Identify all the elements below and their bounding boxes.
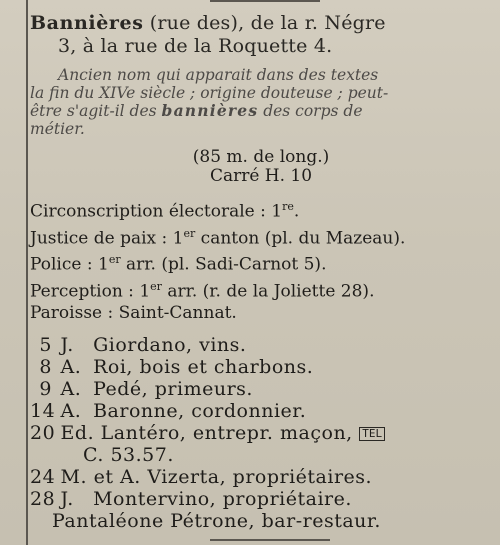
house-number: 24 — [30, 465, 56, 488]
resident-text: Giordano, vins. — [93, 333, 247, 356]
resident-text: Baronne, cordonnier. — [93, 399, 307, 422]
row-sup: er — [183, 226, 196, 240]
administrative-info — [30, 196, 492, 324]
row-tail: arr. (r. de la Joliette 28). — [161, 281, 375, 302]
resident-text: Roi, bois et charbons. — [93, 355, 314, 378]
resident-list — [30, 334, 492, 532]
note-line-2: la fin du XIVe siècle ; origine douteuse ; peut- — [30, 84, 389, 102]
list-item — [30, 422, 492, 444]
directory-entry — [30, 12, 492, 532]
row-label: Justice de paix : — [30, 228, 173, 249]
telephone-icon: TEL — [359, 427, 385, 441]
row-sup: er — [150, 279, 162, 293]
resident-text: Pedé, primeurs. — [93, 377, 253, 400]
note-line-3 — [30, 102, 492, 120]
paroisse-row — [30, 303, 492, 324]
row-sup: re — [282, 200, 294, 213]
row-value: 1 — [172, 228, 184, 249]
street-heading — [30, 12, 492, 58]
resident-text: Lantéro, entrepr. maçon, — [100, 421, 353, 444]
row-label: Circonscription électorale : — [30, 201, 272, 222]
row-tail: Saint-Cannat. — [118, 302, 237, 323]
row-tail: canton (pl. du Mazeau). — [195, 228, 406, 249]
police-row — [30, 249, 492, 276]
note-line-1: Ancien nom qui apparait dans des textes — [58, 66, 379, 84]
house-number: 8 — [39, 355, 52, 378]
list-item — [30, 466, 492, 488]
note-emphasis: bannières — [161, 101, 259, 120]
map-square: Carré H. 10 — [209, 166, 313, 186]
initial: J. — [60, 333, 74, 356]
house-number: 20 — [30, 421, 56, 444]
row-tail: arr. (pl. Sadi-Carnot 5). — [120, 254, 327, 275]
circonscription-row — [30, 196, 492, 223]
row-value: 1 — [271, 201, 283, 222]
left-rule — [26, 0, 28, 545]
row-label: Paroisse : — [30, 302, 119, 323]
note-text: des corps de — [258, 102, 363, 120]
heading-line-1 — [30, 12, 492, 35]
note-text: être s'agit-il des — [30, 102, 162, 120]
list-item-continuation: C. 53.57. — [83, 443, 174, 466]
row-tail: . — [293, 201, 300, 222]
initial: A. — [60, 399, 82, 422]
house-number: 5 — [39, 333, 52, 356]
list-item — [30, 334, 492, 356]
initial: J. — [60, 487, 74, 510]
justice-row — [30, 223, 492, 250]
house-number: 14 — [30, 399, 56, 422]
house-number: 28 — [30, 487, 56, 510]
list-item — [30, 488, 492, 510]
bottom-rule — [210, 539, 330, 541]
initial: A. — [60, 377, 82, 400]
resident-text: et A. Vizerta, propriétaires. — [93, 465, 373, 488]
note-line-4: métier. — [30, 120, 85, 138]
initial: A. — [60, 355, 82, 378]
street-length: (85 m. de long.) — [192, 147, 330, 167]
street-extent: (rue des), de la r. Négre — [143, 12, 386, 34]
list-item — [30, 356, 492, 378]
perception-row — [30, 276, 492, 303]
street-info — [30, 148, 492, 186]
row-value: 1 — [97, 254, 109, 275]
house-number: 9 — [39, 377, 52, 400]
initial: M. — [60, 465, 88, 488]
list-item-continuation: Pantaléone Pétrone, bar-restaur. — [52, 509, 381, 532]
heading-line-2: 3, à la rue de la Roquette 4. — [58, 35, 333, 57]
initial: Ed. — [60, 421, 95, 444]
list-item — [30, 400, 492, 422]
historical-note — [30, 66, 492, 138]
row-value: 1 — [139, 281, 151, 302]
top-rule — [210, 0, 320, 2]
row-label: Perception : — [30, 281, 140, 302]
list-item — [30, 378, 492, 400]
street-name: Bannières — [30, 12, 144, 34]
row-sup: er — [108, 253, 121, 267]
row-label: Police : — [30, 254, 98, 275]
resident-text: Montervino, propriétaire. — [93, 487, 352, 510]
